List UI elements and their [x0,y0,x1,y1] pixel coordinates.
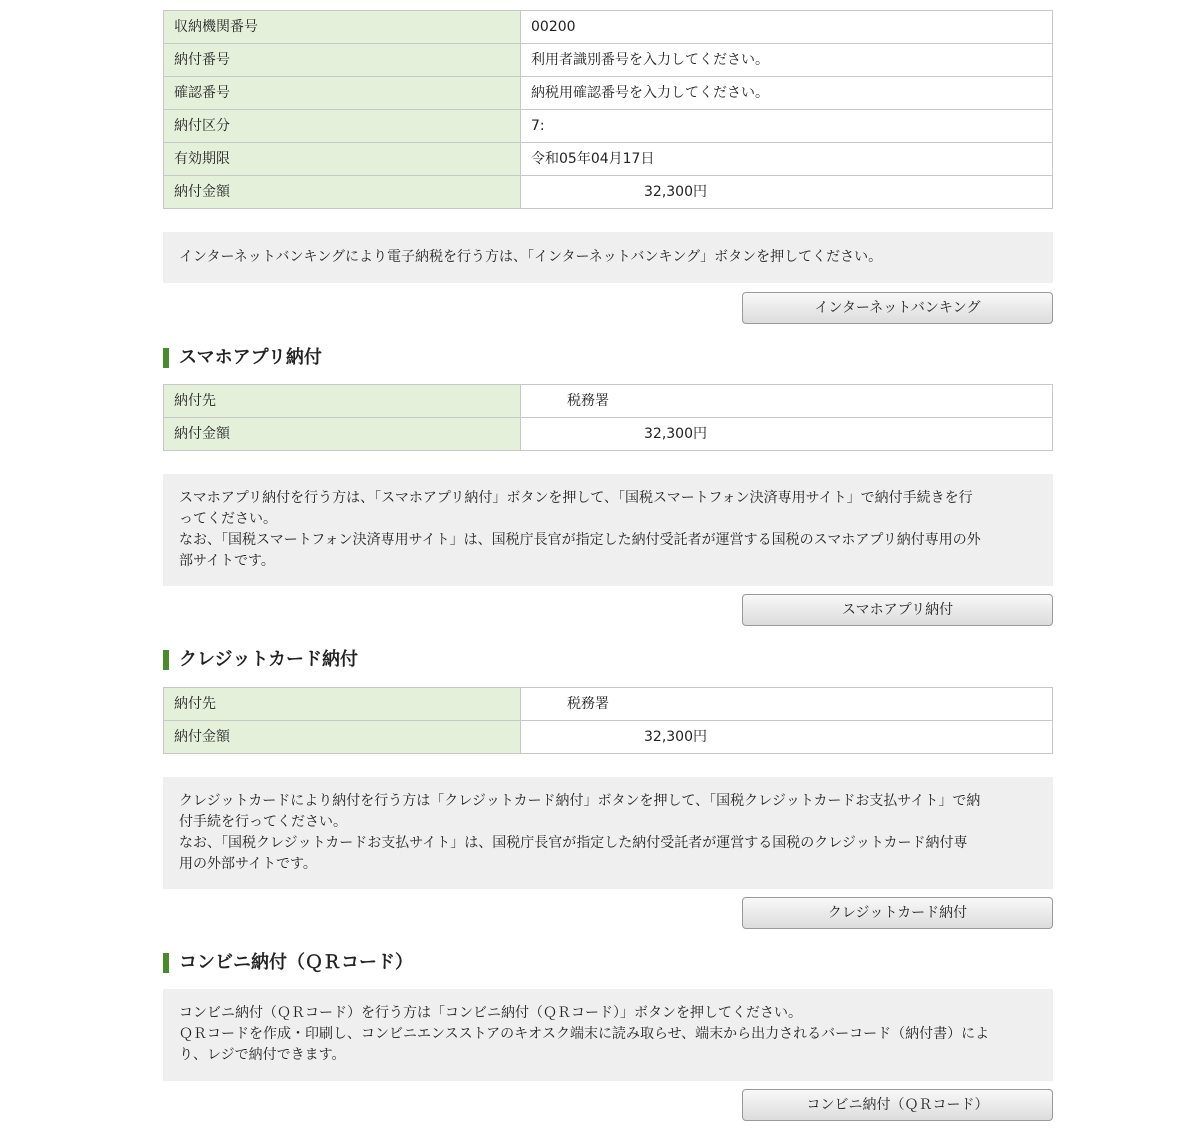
convenience-store-heading: コンビニ納付（ＱＲコード） [163,953,413,973]
smartphone-note-line: 部サイトです。 [179,553,275,569]
smartphone-app-button[interactable]: スマホアプリ納付 [742,594,1053,626]
credit-card-destination-cell [521,688,1053,721]
expiry-date-value: 令和05年04月17日 [521,143,1053,176]
credit-card-note-line: 付手続を行ってください。 [179,814,347,830]
credit-card-section [163,687,1053,754]
convenience-note-line: ＱＲコードを作成・印刷し、コンビニエンスストアのキオスク端末に読み取らせ、端末から出力されるバーコード（納付書）によ [179,1026,990,1042]
credit-card-destination-label: 納付先 [164,688,521,721]
expiry-date-label: 有効期限 [164,143,521,176]
payment-info-section [163,10,1053,209]
confirmation-number-value: 納税用確認番号を入力してください。 [521,77,1053,110]
smartphone-note-line: なお、「国税スマートフォン決済専用サイト」は、国税庁長官が指定した納付受託者が運営する国税のスマホアプリ納付専用の外 [179,532,981,548]
internet-banking-button[interactable]: インターネットバンキング [742,292,1053,324]
credit-card-note-line: 用の外部サイトです。 [179,856,317,872]
payment-amount-cell [521,176,1053,209]
table-row [164,721,1053,754]
table-row [164,688,1053,721]
smartphone-destination-cell [521,385,1053,418]
table-row [164,385,1053,418]
credit-card-note-line: なお、「国税クレジットカードお支払サイト」は、国税庁長官が指定した納付受託者が運営する国税のクレジットカード納付専 [179,835,968,851]
smartphone-amount-cell [521,418,1053,451]
credit-card-amount-cell [521,721,1053,754]
internet-banking-note [163,232,1053,283]
payment-number-value: 利用者識別番号を入力してください。 [521,44,1053,77]
table-row [164,11,1053,44]
smartphone-app-table [163,384,1053,451]
credit-card-note [163,777,1053,889]
smartphone-amount-label: 納付金額 [164,418,521,451]
payment-amount-label: 納付金額 [164,176,521,209]
credit-card-button[interactable]: クレジットカード納付 [742,897,1053,929]
smartphone-destination-label: 納付先 [164,385,521,418]
smartphone-note-line: スマホアプリ納付を行う方は、「スマホアプリ納付」ボタンを押して、「国税スマートフォン決済専用サイト」で納付手続きを行 [179,490,973,506]
table-row [164,418,1053,451]
smartphone-app-heading: スマホアプリ納付 [163,348,322,368]
agency-number-label: 収納機関番号 [164,11,521,44]
credit-card-table [163,687,1053,754]
credit-card-heading: クレジットカード納付 [163,650,358,670]
table-row [164,176,1053,209]
smartphone-note-line: ってください。 [179,511,277,527]
table-row [164,110,1053,143]
smartphone-amount-value: 32,300円 [644,426,707,442]
payment-category-value: 7: [521,110,1053,143]
convenience-store-button[interactable]: コンビニ納付（ＱＲコード） [742,1089,1053,1121]
payment-category-label: 納付区分 [164,110,521,143]
convenience-note-line: り、レジで納付できます。 [179,1047,346,1063]
table-row [164,143,1053,176]
smartphone-app-note [163,474,1053,586]
confirmation-number-label: 確認番号 [164,77,521,110]
table-row [164,44,1053,77]
smartphone-app-section [163,384,1053,451]
internet-banking-note-text: インターネットバンキングにより電子納税を行う方は、「インターネットバンキング」ボタンを押してください。 [179,249,883,265]
payment-amount-value: 32,300円 [644,184,707,200]
convenience-store-note [163,989,1053,1081]
agency-number-value: 00200 [521,11,1053,44]
credit-card-destination-value: 税務署 [567,696,609,712]
credit-card-note-line: クレジットカードにより納付を行う方は「クレジットカード納付」ボタンを押して、「国税クレジットカードお支払サイト」で納 [179,793,981,809]
table-row [164,77,1053,110]
convenience-note-line: コンビニ納付（ＱＲコード）を行う方は「コンビニ納付（ＱＲコード）」ボタンを押してください。 [179,1005,802,1021]
payment-number-label: 納付番号 [164,44,521,77]
credit-card-amount-value: 32,300円 [644,729,707,745]
payment-info-table [163,10,1053,209]
smartphone-destination-value: 税務署 [567,393,609,409]
credit-card-amount-label: 納付金額 [164,721,521,754]
